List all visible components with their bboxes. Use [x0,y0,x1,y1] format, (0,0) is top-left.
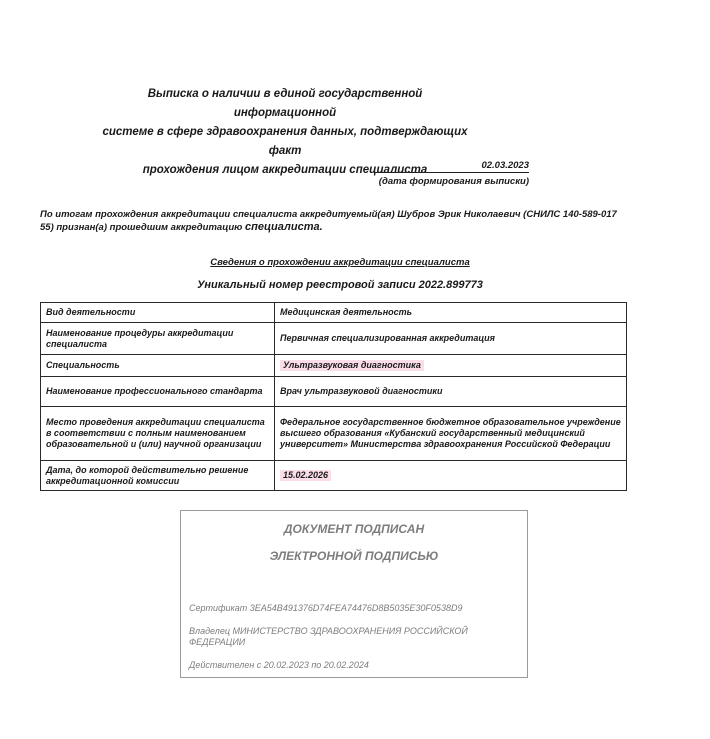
section-title: Сведения о прохождении аккредитации специалиста [210,257,470,268]
e-signature-stamp [180,510,528,678]
signature-heading: ДОКУМЕНТ ПОДПИСАН [283,522,425,536]
title-line-2: системе в сфере здравоохранения данных, подтверждающих факт [102,126,468,157]
row-label: Дата, до которой действительно решение аккредитационной комиссии [41,461,275,491]
title-line-3: прохождения лицом аккредитации специалиста [142,164,428,176]
table-row [41,323,627,355]
row-value: Федеральное государственное бюджетное образовательное учреждение высшего образования «Кубанский государственный медицинский университет» Министерства здравоохранения Российской Федерации [275,407,627,461]
intro-text: По итогам прохождения аккредитации специалиста аккредитуемый(ая) Шубров Эрик Николаевич (СНИЛС 140-589-017 55) признан(а) прошедшим аккредитацию [40,209,617,233]
row-label: Специальность [41,355,275,377]
row-value [275,461,627,491]
intro-emphasis: специалиста. [245,221,323,233]
registry-number: Уникальный номер реестровой записи 2022.899773 [197,279,483,291]
row-label: Наименование процедуры аккредитации специалиста [41,323,275,355]
issue-date-caption: (дата формирования выписки) [378,176,529,187]
issue-date: 02.03.2023 [375,160,529,173]
intro-paragraph [40,208,630,234]
table-row [41,377,627,407]
accreditation-table [40,302,627,491]
title-line-1: Выписка о наличии в единой государственной информационной [147,88,423,119]
table-row [41,303,627,323]
row-value [275,355,627,377]
signature-certificate: Сертификат 3EA54B491376D74FEA74476D8B5035E30F0538D9 [189,603,463,613]
row-label: Вид деятельности [41,303,275,323]
signature-validity: Действителен с 20.02.2023 по 20.02.2024 [189,660,369,670]
signature-subheading: ЭЛЕКТРОННОЙ ПОДПИСЬЮ [269,549,439,563]
row-label: Место проведения аккредитации специалиста в соответствии с полным наименованием образовательной и (или) научной организации [41,407,275,461]
table-row [41,461,627,491]
row-value: Врач ультразвуковой диагностики [275,377,627,407]
signature-owner: Владелец МИНИСТЕРСТВО ЗДРАВООХРАНЕНИЯ РОССИЙСКОЙ ФЕДЕРАЦИИ [189,626,468,647]
expiry-date-value: 15.02.2026 [280,470,331,481]
row-value: Первичная специализированная аккредитация [275,323,627,355]
table-row [41,407,627,461]
table-row [41,355,627,377]
specialty-value: Ультразвуковая диагностика [280,360,424,371]
row-value: Медицинская деятельность [275,303,627,323]
row-label: Наименование профессионального стандарта [41,377,275,407]
